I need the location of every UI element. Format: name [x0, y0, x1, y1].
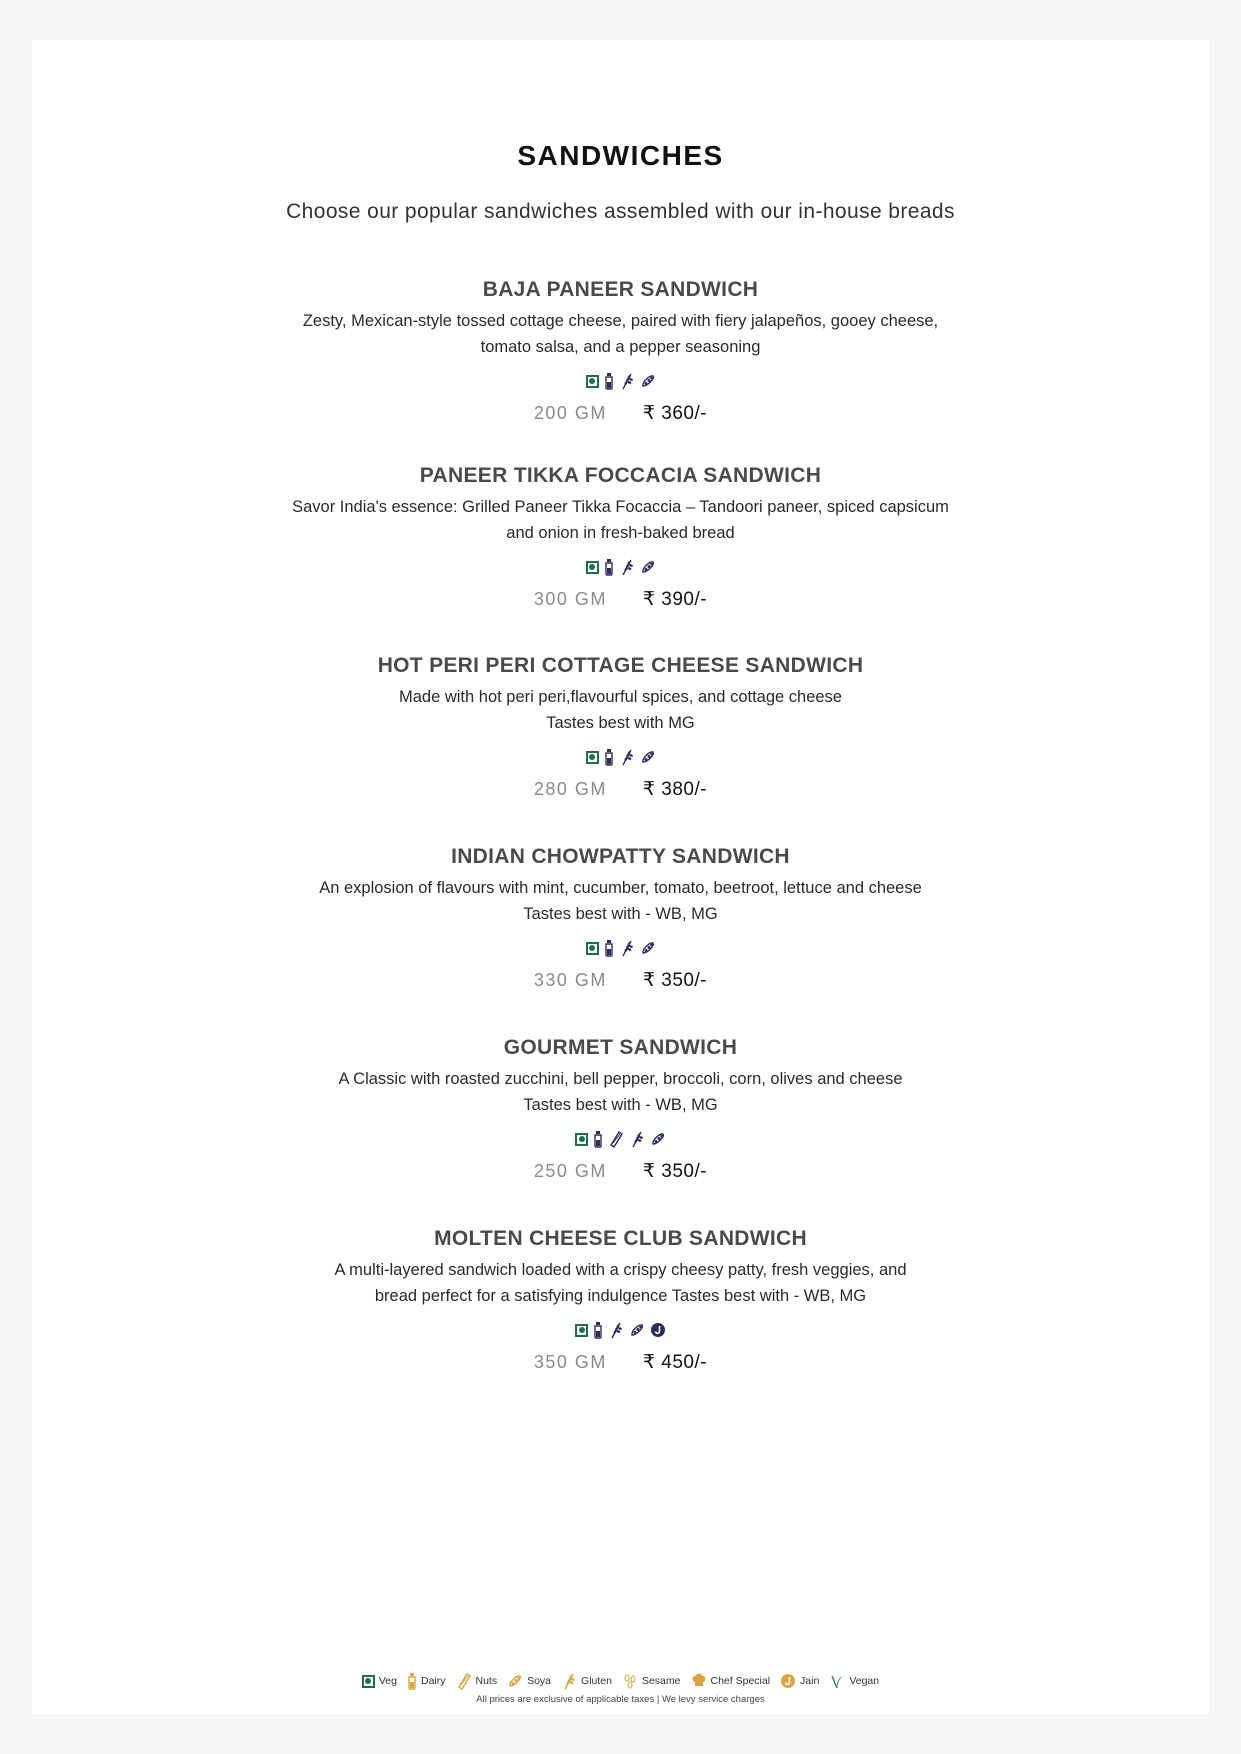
item-weight: 280 GM: [533, 779, 607, 799]
price-row: [32, 969, 1209, 992]
item-description: [32, 494, 1209, 546]
gluten-icon: [608, 1321, 624, 1339]
soya-icon-graphic: [507, 1672, 523, 1690]
dietary-icons: [32, 746, 1209, 768]
nuts-icon: [456, 1672, 472, 1690]
legend-label: Soya: [527, 1675, 552, 1687]
item-name: INDIAN CHOWPATTY SANDWICH: [451, 845, 790, 868]
nuts-icon-graphic: [456, 1672, 472, 1690]
dairy-icon: [604, 558, 614, 576]
item-description-line: Zesty, Mexican-style tossed cottage cheese, paired with fiery jalapeños, gooey cheese,: [302, 312, 939, 330]
legend-item-gluten: [561, 1672, 612, 1690]
gluten-icon-graphic: [619, 939, 635, 957]
legend-item-jain: [780, 1672, 819, 1690]
item-price: ₹ 350/-: [642, 970, 708, 991]
item-weight: 250 GM: [533, 1161, 607, 1181]
item-name: HOT PERI PERI COTTAGE CHEESE SANDWICH: [377, 654, 864, 677]
legend-label: Chef Special: [710, 1675, 771, 1687]
gluten-icon: [619, 372, 635, 390]
veg-icon: [362, 1675, 375, 1688]
item-price: ₹ 380/-: [642, 779, 708, 800]
sesame-icon-graphic: [622, 1672, 638, 1690]
soya-icon-graphic: [640, 558, 656, 576]
menu-item: [32, 278, 1209, 425]
menu-item: [32, 1036, 1209, 1183]
vegan-icon-graphic: [829, 1672, 845, 1690]
item-description-line: and onion in fresh-baked bread: [506, 524, 735, 542]
nuts-icon-graphic: [608, 1130, 624, 1148]
item-price: ₹ 450/-: [642, 1352, 708, 1373]
nuts-icon: [608, 1130, 624, 1148]
dairy-icon: [604, 748, 614, 766]
item-name: MOLTEN CHEESE CLUB SANDWICH: [434, 1227, 807, 1250]
price-row: [32, 588, 1209, 611]
item-description-line: An explosion of flavours with mint, cucumber, tomato, beetroot, lettuce and cheese: [319, 879, 922, 897]
item-description: [32, 308, 1209, 360]
legend-item-nuts: [456, 1672, 498, 1690]
page-title: SANDWICHES: [517, 140, 724, 171]
veg-icon: [586, 561, 599, 574]
jain-icon: [780, 1672, 796, 1690]
item-description: [32, 1066, 1209, 1118]
menu-header: [32, 140, 1209, 224]
price-row: [32, 1351, 1209, 1374]
dietary-icons: [32, 1128, 1209, 1150]
item-price: ₹ 360/-: [642, 403, 708, 424]
item-description: [32, 875, 1209, 927]
item-weight: 330 GM: [533, 970, 607, 990]
legend-item-dairy: [407, 1672, 446, 1690]
gluten-icon: [619, 748, 635, 766]
soya-icon-graphic: [640, 748, 656, 766]
soya-icon: [640, 558, 656, 576]
item-description-line: Savor India's essence: Grilled Paneer Tikka Focaccia – Tandoori paneer, spiced capsicum: [292, 498, 949, 516]
gluten-icon-graphic: [619, 558, 635, 576]
legend-label: Vegan: [849, 1675, 880, 1687]
dairy-icon: [593, 1130, 603, 1148]
legend-item-chef-special: [691, 1672, 771, 1690]
dietary-icons: [32, 1319, 1209, 1341]
dairy-icon: [604, 372, 614, 390]
gluten-icon-graphic: [608, 1321, 624, 1339]
jain-icon: [650, 1321, 666, 1339]
soya-icon: [507, 1672, 523, 1690]
dairy-icon-graphic: [593, 1130, 603, 1148]
item-description-line: Made with hot peri peri,flavourful spices, and cottage cheese: [398, 688, 842, 706]
soya-icon: [650, 1130, 666, 1148]
item-description-line: A multi-layered sandwich loaded with a crispy cheesy patty, fresh veggies, and: [334, 1261, 907, 1279]
gluten-icon: [629, 1130, 645, 1148]
dairy-icon-graphic: [604, 939, 614, 957]
dairy-icon: [604, 939, 614, 957]
legend-label: Sesame: [641, 1675, 681, 1687]
jain-icon-graphic: [780, 1672, 796, 1690]
item-description-line: Tastes best with MG: [546, 714, 695, 732]
gluten-icon: [619, 939, 635, 957]
legend-item-vegan: [829, 1672, 879, 1690]
allergen-legend: [32, 1672, 1209, 1690]
item-name: BAJA PANEER SANDWICH: [482, 278, 759, 301]
item-weight: 200 GM: [533, 403, 607, 423]
legend-item-veg: [362, 1675, 397, 1688]
chef-special-icon-graphic: [691, 1672, 707, 1690]
item-description-line: bread perfect for a satisfying indulgence Tastes best with - WB, MG: [374, 1287, 867, 1305]
legend-item-sesame: [622, 1672, 681, 1690]
vegan-icon: [829, 1672, 845, 1690]
page-subtitle: Choose our popular sandwiches assembled with our in-house breads: [286, 200, 955, 223]
soya-icon: [640, 939, 656, 957]
legend-item-soya: [507, 1672, 551, 1690]
menu-item: [32, 654, 1209, 801]
legend-label: Gluten: [581, 1675, 612, 1687]
price-row: [32, 1160, 1209, 1183]
veg-icon: [586, 375, 599, 388]
gluten-icon: [561, 1672, 577, 1690]
item-name: GOURMET SANDWICH: [503, 1036, 738, 1059]
legend-label: Jain: [800, 1675, 820, 1687]
veg-icon: [575, 1324, 588, 1337]
tax-footnote: All prices are exclusive of applicable taxes | We levy service charges: [476, 1694, 765, 1705]
dairy-icon: [593, 1321, 603, 1339]
item-description-line: tomato salsa, and a pepper seasoning: [480, 338, 761, 356]
dairy-icon-graphic: [407, 1672, 417, 1690]
menu-item: [32, 845, 1209, 992]
menu-item: [32, 464, 1209, 611]
dairy-icon: [407, 1672, 417, 1690]
item-name: PANEER TIKKA FOCCACIA SANDWICH: [419, 464, 822, 487]
gluten-icon: [619, 558, 635, 576]
soya-icon-graphic: [629, 1321, 645, 1339]
item-weight: 300 GM: [533, 589, 607, 609]
item-price: ₹ 350/-: [642, 1161, 708, 1182]
soya-icon: [629, 1321, 645, 1339]
price-row: [32, 402, 1209, 425]
item-description-line: Tastes best with - WB, MG: [523, 905, 718, 923]
dietary-icons: [32, 370, 1209, 392]
gluten-icon-graphic: [629, 1130, 645, 1148]
item-description-line: Tastes best with - WB, MG: [523, 1096, 718, 1114]
gluten-icon-graphic: [561, 1672, 577, 1690]
soya-icon: [640, 372, 656, 390]
soya-icon-graphic: [640, 939, 656, 957]
veg-icon: [575, 1133, 588, 1146]
gluten-icon-graphic: [619, 748, 635, 766]
item-description: [32, 684, 1209, 736]
dietary-icons: [32, 556, 1209, 578]
dietary-icons: [32, 937, 1209, 959]
sesame-icon: [622, 1672, 638, 1690]
dairy-icon-graphic: [593, 1321, 603, 1339]
veg-icon: [586, 942, 599, 955]
dairy-icon-graphic: [604, 558, 614, 576]
item-weight: 350 GM: [533, 1352, 607, 1372]
gluten-icon-graphic: [619, 372, 635, 390]
dairy-icon-graphic: [604, 748, 614, 766]
legend-label: Dairy: [420, 1675, 446, 1687]
soya-icon-graphic: [650, 1130, 666, 1148]
veg-icon: [586, 751, 599, 764]
item-price: ₹ 390/-: [642, 589, 708, 610]
legend-label: Veg: [378, 1675, 397, 1687]
jain-icon-graphic: [650, 1321, 666, 1339]
item-description-line: A Classic with roasted zucchini, bell pepper, broccoli, corn, olives and cheese: [338, 1070, 903, 1088]
chef-special-icon: [691, 1672, 707, 1690]
dairy-icon-graphic: [604, 372, 614, 390]
price-row: [32, 778, 1209, 801]
menu-page: [32, 40, 1209, 1714]
legend-label: Nuts: [475, 1675, 498, 1687]
menu-item: [32, 1227, 1209, 1374]
item-description: [32, 1257, 1209, 1309]
soya-icon-graphic: [640, 372, 656, 390]
soya-icon: [640, 748, 656, 766]
